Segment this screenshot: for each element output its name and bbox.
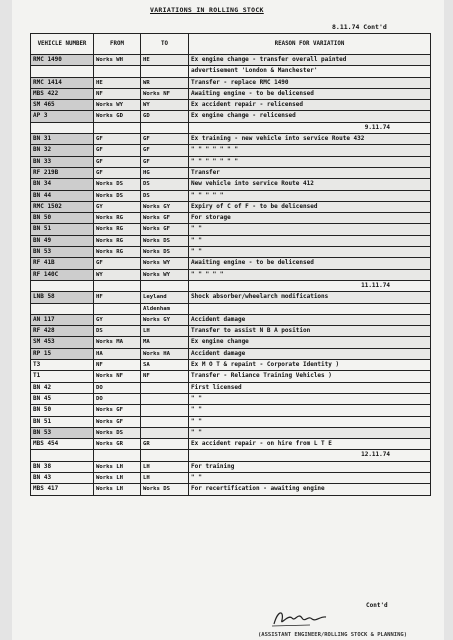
cell-to — [141, 416, 189, 427]
cell-to: Aldenham — [141, 303, 189, 314]
cell-reason: " " — [189, 224, 431, 235]
cell-vehicle: BN 53 — [31, 247, 94, 258]
table-row — [31, 247, 431, 258]
table-row — [31, 416, 431, 427]
table-row — [31, 88, 431, 99]
cell-to: GF — [141, 145, 189, 156]
cell-vehicle: BN 49 — [31, 235, 94, 246]
cell-to: Works GF — [141, 224, 189, 235]
cell-from — [94, 66, 141, 77]
cell-vehicle: RF 219B — [31, 167, 94, 178]
cell-from: Works RG — [94, 235, 141, 246]
cell-vehicle: BN 43 — [31, 472, 94, 483]
cell-to — [141, 450, 189, 461]
cell-to: WR — [141, 77, 189, 88]
cell-reason: " " " " " " " — [189, 156, 431, 167]
table-row — [31, 258, 431, 269]
cell-from: Works DS — [94, 190, 141, 201]
cell-reason: " " — [189, 416, 431, 427]
signatory-title: (ASSISTANT ENGINEER/ROLLING STOCK & PLANNING) — [258, 632, 408, 638]
table-row — [31, 393, 431, 404]
cell-vehicle: SM 453 — [31, 337, 94, 348]
cell-to — [141, 405, 189, 416]
continued-note: Cont'd — [366, 602, 388, 609]
cell-to: DS — [141, 179, 189, 190]
cell-vehicle: BN 45 — [31, 393, 94, 404]
cell-reason: Ex engine change - transfer overall painted — [189, 55, 431, 66]
cell-reason: " " — [189, 393, 431, 404]
cell-reason: For storage — [189, 213, 431, 224]
table-row — [31, 167, 431, 178]
cell-to: Works WY — [141, 258, 189, 269]
table-row — [31, 179, 431, 190]
cell-from: DS — [94, 326, 141, 337]
cell-to — [141, 122, 189, 133]
cell-to: Works WY — [141, 269, 189, 280]
cell-to: Leyland — [141, 292, 189, 303]
cell-reason: Ex accident repair - relicensed — [189, 100, 431, 111]
cell-to: LH — [141, 472, 189, 483]
cell-to: Works NF — [141, 88, 189, 99]
cell-from: Works RG — [94, 247, 141, 258]
cell-to: Works DS — [141, 484, 189, 495]
cell-reason: " " " " " " " — [189, 145, 431, 156]
cell-from: NF — [94, 360, 141, 371]
header-from: FROM — [94, 34, 141, 55]
cell-from — [94, 303, 141, 314]
cell-reason: Accident damage — [189, 314, 431, 325]
cell-reason: Transfer — [189, 167, 431, 178]
cell-to: HE — [141, 55, 189, 66]
cell-to: MA — [141, 337, 189, 348]
table-header-row — [31, 34, 431, 55]
table-row — [31, 235, 431, 246]
table-row — [31, 461, 431, 472]
cell-from: HA — [94, 348, 141, 359]
cell-vehicle: MBS 417 — [31, 484, 94, 495]
table-row — [31, 337, 431, 348]
cell-vehicle: AN 117 — [31, 314, 94, 325]
cell-reason: New vehicle into service Route 412 — [189, 179, 431, 190]
cell-from: GF — [94, 258, 141, 269]
cell-reason: Ex accident repair - on hire from L T E — [189, 439, 431, 450]
cell-from — [94, 450, 141, 461]
cell-vehicle: SM 465 — [31, 100, 94, 111]
cell-from: Works GF — [94, 405, 141, 416]
cell-vehicle: BN 32 — [31, 145, 94, 156]
cell-reason: Ex engine change — [189, 337, 431, 348]
cell-reason: 9.11.74 — [189, 122, 431, 133]
cell-from: GY — [94, 201, 141, 212]
table-row — [31, 314, 431, 325]
cell-to — [141, 280, 189, 291]
cell-vehicle: BN 42 — [31, 382, 94, 393]
cell-reason: " " — [189, 472, 431, 483]
table-row — [31, 145, 431, 156]
table-row — [31, 360, 431, 371]
table-row — [31, 292, 431, 303]
cell-vehicle: BN 34 — [31, 179, 94, 190]
cell-reason: advertisement 'London & Manchester' — [189, 66, 431, 77]
cell-vehicle: T1 — [31, 371, 94, 382]
cell-vehicle: RF 428 — [31, 326, 94, 337]
cell-reason: 11.11.74 — [189, 280, 431, 291]
cell-to: GR — [141, 439, 189, 450]
cell-to: LH — [141, 461, 189, 472]
table-row — [31, 156, 431, 167]
cell-vehicle: BN 53 — [31, 427, 94, 438]
cell-vehicle: BN 44 — [31, 190, 94, 201]
cell-vehicle — [31, 303, 94, 314]
cell-to — [141, 427, 189, 438]
cell-vehicle: LNB 58 — [31, 292, 94, 303]
table-row — [31, 190, 431, 201]
cell-vehicle: RMC 1490 — [31, 55, 94, 66]
cell-from: NF — [94, 88, 141, 99]
cell-to: HG — [141, 167, 189, 178]
cell-reason: Awaiting engine - to be delicensed — [189, 88, 431, 99]
cell-reason: First licensed — [189, 382, 431, 393]
cell-to: Works HA — [141, 348, 189, 359]
cell-vehicle: BN 50 — [31, 405, 94, 416]
cell-vehicle — [31, 280, 94, 291]
cell-from: Works RG — [94, 224, 141, 235]
cell-reason: Shock absorber/wheelarch modifications — [189, 292, 431, 303]
cell-vehicle: BN 51 — [31, 224, 94, 235]
cell-from: Works NF — [94, 371, 141, 382]
header-reason: REASON FOR VARIATION — [189, 34, 431, 55]
cell-from: Works GR — [94, 439, 141, 450]
cell-vehicle: RF 41B — [31, 258, 94, 269]
table-row — [31, 484, 431, 495]
cell-from: Works DS — [94, 179, 141, 190]
cell-to: GF — [141, 156, 189, 167]
cell-vehicle: MBS 454 — [31, 439, 94, 450]
table-row — [31, 326, 431, 337]
table-row — [31, 134, 431, 145]
table-row — [31, 280, 431, 291]
cell-vehicle: RMC 1414 — [31, 77, 94, 88]
table-row — [31, 472, 431, 483]
cell-reason: Transfer to assist N B A position — [189, 326, 431, 337]
table-row — [31, 382, 431, 393]
cell-to: Works GY — [141, 201, 189, 212]
cell-to: Works DS — [141, 235, 189, 246]
table-row — [31, 55, 431, 66]
cell-to: Works GY — [141, 314, 189, 325]
table-row — [31, 111, 431, 122]
cell-reason: Accident damage — [189, 348, 431, 359]
table-row — [31, 269, 431, 280]
cell-from: DO — [94, 393, 141, 404]
cell-reason: " " — [189, 427, 431, 438]
cell-vehicle: BN 38 — [31, 461, 94, 472]
cell-to: Works DS — [141, 247, 189, 258]
cell-reason: Transfer - Reliance Training Vehicles ) — [189, 371, 431, 382]
cell-to: LH — [141, 326, 189, 337]
table-row — [31, 427, 431, 438]
cell-reason: " " " " " — [189, 269, 431, 280]
cell-vehicle: BN 31 — [31, 134, 94, 145]
cell-vehicle: RMC 1502 — [31, 201, 94, 212]
header-to: TO — [141, 34, 189, 55]
cell-to — [141, 393, 189, 404]
cell-from: Works WY — [94, 100, 141, 111]
cell-from: GF — [94, 134, 141, 145]
cell-from — [94, 280, 141, 291]
table-row — [31, 439, 431, 450]
cell-reason: For training — [189, 461, 431, 472]
cell-from: Works LH — [94, 472, 141, 483]
handwritten-signature — [270, 606, 330, 630]
cell-from: GF — [94, 145, 141, 156]
cell-vehicle: AP 3 — [31, 111, 94, 122]
table-row — [31, 405, 431, 416]
cell-from: Works DS — [94, 427, 141, 438]
cell-reason: Expiry of C of F - to be delicensed — [189, 201, 431, 212]
cell-from: Works GF — [94, 416, 141, 427]
cell-from: HE — [94, 77, 141, 88]
cell-from: GY — [94, 314, 141, 325]
cell-reason: " " " " " — [189, 190, 431, 201]
page-title: VARIATIONS IN ROLLING STOCK — [150, 6, 264, 14]
cell-from: Works MA — [94, 337, 141, 348]
cell-vehicle: BN 51 — [31, 416, 94, 427]
cell-from: WY — [94, 269, 141, 280]
cell-reason — [189, 303, 431, 314]
cell-vehicle — [31, 450, 94, 461]
cell-to: SA — [141, 360, 189, 371]
cell-reason: " " — [189, 235, 431, 246]
table-row — [31, 303, 431, 314]
cell-from: Works LH — [94, 484, 141, 495]
cell-vehicle — [31, 122, 94, 133]
cell-to: WY — [141, 100, 189, 111]
cell-to: Works GF — [141, 213, 189, 224]
cell-reason: " " — [189, 247, 431, 258]
cell-from: GF — [94, 167, 141, 178]
rolling-stock-table — [30, 33, 431, 496]
table-row — [31, 100, 431, 111]
cell-reason: For recertification - awaiting engine — [189, 484, 431, 495]
cell-vehicle: BN 33 — [31, 156, 94, 167]
cell-from: HF — [94, 292, 141, 303]
cell-reason: Ex M O T & repaint - Corporate Identity ) — [189, 360, 431, 371]
cell-vehicle: RP 15 — [31, 348, 94, 359]
table-row — [31, 224, 431, 235]
cell-from — [94, 122, 141, 133]
cell-vehicle: BN 50 — [31, 213, 94, 224]
cell-reason: Ex engine change - relicensed — [189, 111, 431, 122]
table-body — [31, 55, 431, 496]
cell-to: DS — [141, 190, 189, 201]
cell-from: DO — [94, 382, 141, 393]
cell-reason: Awaiting engine - to be delicensed — [189, 258, 431, 269]
table-row — [31, 213, 431, 224]
cell-from: GF — [94, 156, 141, 167]
table-row — [31, 201, 431, 212]
cell-vehicle: T3 — [31, 360, 94, 371]
table-row — [31, 77, 431, 88]
top-date: 8.11.74 Cont'd — [332, 23, 387, 31]
cell-from: Works LH — [94, 461, 141, 472]
cell-reason: Ex training - new vehicle into service Route 432 — [189, 134, 431, 145]
cell-to — [141, 382, 189, 393]
cell-from: Works GD — [94, 111, 141, 122]
cell-reason: 12.11.74 — [189, 450, 431, 461]
table-row — [31, 371, 431, 382]
cell-to: NF — [141, 371, 189, 382]
table-row — [31, 66, 431, 77]
cell-from: Works RG — [94, 213, 141, 224]
cell-vehicle: MBS 422 — [31, 88, 94, 99]
table-row — [31, 122, 431, 133]
cell-to: GF — [141, 134, 189, 145]
table-row — [31, 348, 431, 359]
cell-reason: " " — [189, 405, 431, 416]
cell-vehicle: RF 140C — [31, 269, 94, 280]
cell-from: Works WH — [94, 55, 141, 66]
cell-vehicle — [31, 66, 94, 77]
header-vehicle: VEHICLE NUMBER — [31, 34, 94, 55]
cell-reason: Transfer - replace RMC 1490 — [189, 77, 431, 88]
table-row — [31, 450, 431, 461]
cell-to — [141, 66, 189, 77]
cell-to: GD — [141, 111, 189, 122]
